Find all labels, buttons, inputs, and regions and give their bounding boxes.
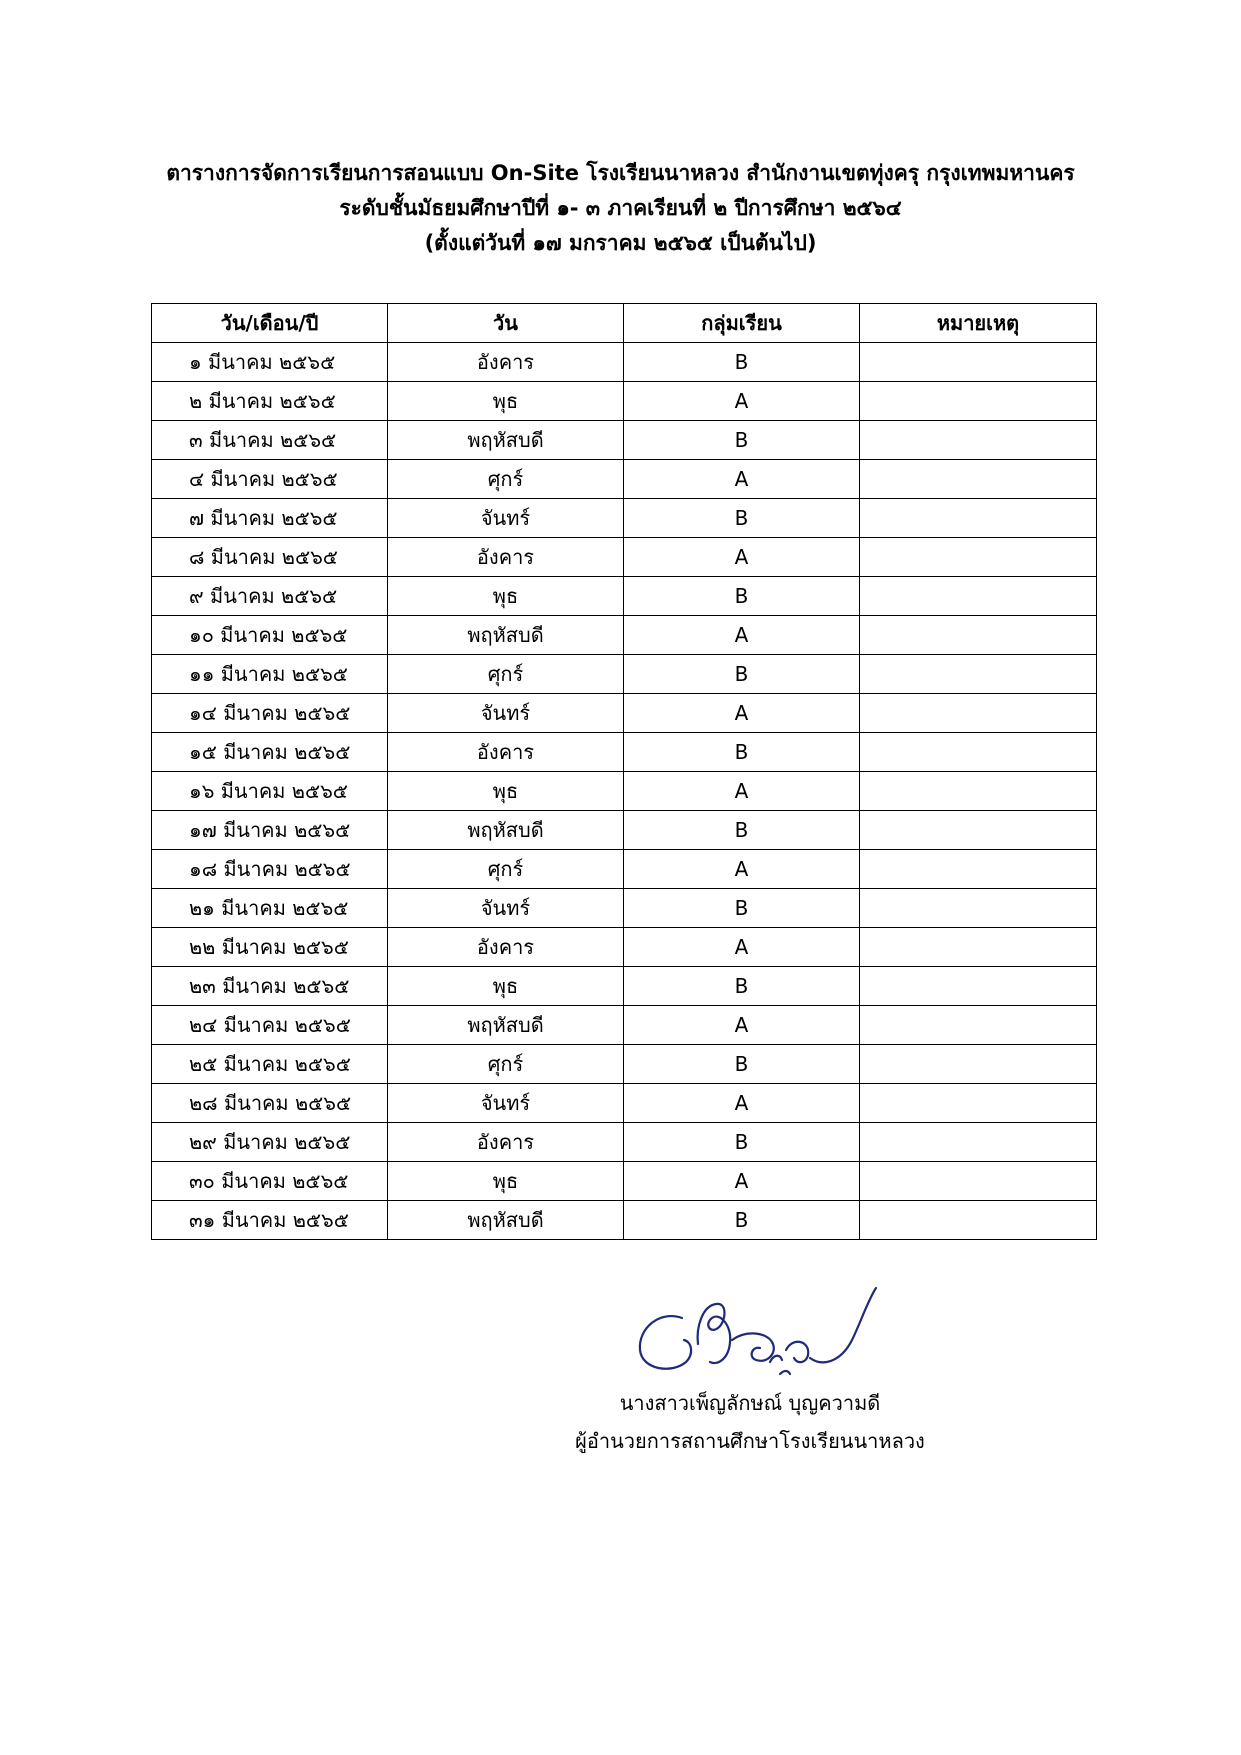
cell-note bbox=[860, 772, 1097, 811]
cell-group: B bbox=[624, 499, 860, 538]
cell-group: A bbox=[624, 1084, 860, 1123]
table-row bbox=[152, 655, 1097, 694]
cell-date: ๗ มีนาคม ๒๕๖๕ bbox=[152, 499, 388, 538]
cell-group: B bbox=[624, 733, 860, 772]
cell-note bbox=[860, 1045, 1097, 1084]
cell-group: A bbox=[624, 538, 860, 577]
table-row bbox=[152, 1006, 1097, 1045]
cell-group: A bbox=[624, 1162, 860, 1201]
cell-note bbox=[860, 850, 1097, 889]
cell-note bbox=[860, 460, 1097, 499]
cell-group: B bbox=[624, 1123, 860, 1162]
cell-day: พฤหัสบดี bbox=[388, 811, 624, 850]
cell-day: พฤหัสบดี bbox=[388, 616, 624, 655]
cell-note bbox=[860, 928, 1097, 967]
cell-date: ๑ มีนาคม ๒๕๖๕ bbox=[152, 343, 388, 382]
table-row bbox=[152, 733, 1097, 772]
cell-date: ๓ มีนาคม ๒๕๖๕ bbox=[152, 421, 388, 460]
cell-date: ๒ มีนาคม ๒๕๖๕ bbox=[152, 382, 388, 421]
cell-group: A bbox=[624, 382, 860, 421]
cell-day: อังคาร bbox=[388, 538, 624, 577]
cell-note bbox=[860, 538, 1097, 577]
cell-day: จันทร์ bbox=[388, 499, 624, 538]
cell-note bbox=[860, 733, 1097, 772]
cell-group: B bbox=[624, 889, 860, 928]
header-date: วัน/เดือน/ปี bbox=[152, 304, 388, 343]
cell-day: ศุกร์ bbox=[388, 1045, 624, 1084]
cell-note bbox=[860, 499, 1097, 538]
cell-date: ๑๗ มีนาคม ๒๕๖๕ bbox=[152, 811, 388, 850]
cell-note bbox=[860, 655, 1097, 694]
document-heading bbox=[0, 156, 1241, 261]
cell-note bbox=[860, 577, 1097, 616]
cell-group: B bbox=[624, 1201, 860, 1240]
signer-position: ผู้อำนวยการสถานศึกษาโรงเรียนนาหลวง bbox=[575, 1429, 925, 1453]
cell-day: อังคาร bbox=[388, 343, 624, 382]
cell-group: B bbox=[624, 1045, 860, 1084]
cell-date: ๑๕ มีนาคม ๒๕๖๕ bbox=[152, 733, 388, 772]
title-line-1: ตารางการจัดการเรียนการสอนแบบ On-Site โรงเรียนนาหลวง สำนักงานเขตทุ่งครุ กรุงเทพมหานคร bbox=[166, 161, 1075, 185]
table-row bbox=[152, 382, 1097, 421]
table-row bbox=[152, 499, 1097, 538]
cell-day: พุธ bbox=[388, 1162, 624, 1201]
cell-group: A bbox=[624, 850, 860, 889]
cell-group: A bbox=[624, 1006, 860, 1045]
table-row bbox=[152, 1123, 1097, 1162]
cell-day: พฤหัสบดี bbox=[388, 1201, 624, 1240]
schedule-table bbox=[151, 303, 1097, 1240]
cell-day: อังคาร bbox=[388, 733, 624, 772]
header-group: กลุ่มเรียน bbox=[624, 304, 860, 343]
cell-date: ๘ มีนาคม ๒๕๖๕ bbox=[152, 538, 388, 577]
cell-note bbox=[860, 1201, 1097, 1240]
cell-date: ๑๔ มีนาคม ๒๕๖๕ bbox=[152, 694, 388, 733]
cell-note bbox=[860, 1162, 1097, 1201]
cell-group: B bbox=[624, 967, 860, 1006]
cell-note bbox=[860, 1123, 1097, 1162]
table-row bbox=[152, 343, 1097, 382]
cell-day: จันทร์ bbox=[388, 694, 624, 733]
cell-note bbox=[860, 889, 1097, 928]
cell-date: ๓๐ มีนาคม ๒๕๖๕ bbox=[152, 1162, 388, 1201]
cell-day: พุธ bbox=[388, 772, 624, 811]
cell-date: ๙ มีนาคม ๒๕๖๕ bbox=[152, 577, 388, 616]
table-row bbox=[152, 928, 1097, 967]
table-row bbox=[152, 772, 1097, 811]
cell-date: ๑๘ มีนาคม ๒๕๖๕ bbox=[152, 850, 388, 889]
cell-date: ๒๘ มีนาคม ๒๕๖๕ bbox=[152, 1084, 388, 1123]
cell-date: ๓๑ มีนาคม ๒๕๖๕ bbox=[152, 1201, 388, 1240]
cell-note bbox=[860, 694, 1097, 733]
cell-date: ๒๑ มีนาคม ๒๕๖๕ bbox=[152, 889, 388, 928]
table-row bbox=[152, 421, 1097, 460]
cell-group: A bbox=[624, 694, 860, 733]
signer-name: นางสาวเพ็ญลักษณ์ บุญความดี bbox=[619, 1391, 881, 1415]
cell-group: A bbox=[624, 928, 860, 967]
cell-date: ๒๔ มีนาคม ๒๕๖๕ bbox=[152, 1006, 388, 1045]
cell-note bbox=[860, 421, 1097, 460]
table-row bbox=[152, 1201, 1097, 1240]
table-row bbox=[152, 889, 1097, 928]
title-line-3: (ตั้งแต่วันที่ ๑๗ มกราคม ๒๕๖๕ เป็นต้นไป) bbox=[424, 231, 817, 255]
cell-note bbox=[860, 382, 1097, 421]
header-note: หมายเหตุ bbox=[860, 304, 1097, 343]
signature-icon bbox=[620, 1270, 880, 1390]
table-row bbox=[152, 811, 1097, 850]
cell-group: A bbox=[624, 460, 860, 499]
cell-note bbox=[860, 1084, 1097, 1123]
cell-date: ๔ มีนาคม ๒๕๖๕ bbox=[152, 460, 388, 499]
cell-note bbox=[860, 1006, 1097, 1045]
header-day: วัน bbox=[388, 304, 624, 343]
cell-day: พุธ bbox=[388, 967, 624, 1006]
cell-group: B bbox=[624, 577, 860, 616]
signature-block bbox=[520, 1270, 980, 1453]
title-line-2: ระดับชั้นมัธยมศึกษาปีที่ ๑- ๓ ภาคเรียนที่ ๒ ปีการศึกษา ๒๕๖๔ bbox=[339, 196, 902, 220]
cell-date: ๒๒ มีนาคม ๒๕๖๕ bbox=[152, 928, 388, 967]
table-row bbox=[152, 1084, 1097, 1123]
cell-note bbox=[860, 616, 1097, 655]
cell-note bbox=[860, 811, 1097, 850]
cell-date: ๑๑ มีนาคม ๒๕๖๕ bbox=[152, 655, 388, 694]
cell-day: จันทร์ bbox=[388, 889, 624, 928]
table-row bbox=[152, 967, 1097, 1006]
cell-group: A bbox=[624, 616, 860, 655]
cell-date: ๒๕ มีนาคม ๒๕๖๕ bbox=[152, 1045, 388, 1084]
cell-date: ๑๐ มีนาคม ๒๕๖๕ bbox=[152, 616, 388, 655]
table-row bbox=[152, 694, 1097, 733]
cell-group: A bbox=[624, 772, 860, 811]
cell-day: อังคาร bbox=[388, 1123, 624, 1162]
cell-day: พุธ bbox=[388, 382, 624, 421]
cell-day: จันทร์ bbox=[388, 1084, 624, 1123]
cell-day: ศุกร์ bbox=[388, 655, 624, 694]
cell-group: B bbox=[624, 421, 860, 460]
table-row bbox=[152, 460, 1097, 499]
cell-group: B bbox=[624, 655, 860, 694]
cell-day: อังคาร bbox=[388, 928, 624, 967]
cell-day: พฤหัสบดี bbox=[388, 1006, 624, 1045]
cell-note bbox=[860, 967, 1097, 1006]
cell-day: ศุกร์ bbox=[388, 460, 624, 499]
table-row bbox=[152, 616, 1097, 655]
cell-date: ๒๓ มีนาคม ๒๕๖๕ bbox=[152, 967, 388, 1006]
cell-date: ๑๖ มีนาคม ๒๕๖๕ bbox=[152, 772, 388, 811]
table-header-row bbox=[152, 304, 1097, 343]
table-row bbox=[152, 538, 1097, 577]
cell-date: ๒๙ มีนาคม ๒๕๖๕ bbox=[152, 1123, 388, 1162]
cell-group: B bbox=[624, 811, 860, 850]
cell-day: พุธ bbox=[388, 577, 624, 616]
cell-group: B bbox=[624, 343, 860, 382]
table-row bbox=[152, 577, 1097, 616]
schedule-body bbox=[152, 343, 1097, 1240]
table-row bbox=[152, 1045, 1097, 1084]
table-row bbox=[152, 850, 1097, 889]
cell-note bbox=[860, 343, 1097, 382]
cell-day: ศุกร์ bbox=[388, 850, 624, 889]
cell-day: พฤหัสบดี bbox=[388, 421, 624, 460]
table-row bbox=[152, 1162, 1097, 1201]
signature-strokes bbox=[640, 1288, 876, 1374]
